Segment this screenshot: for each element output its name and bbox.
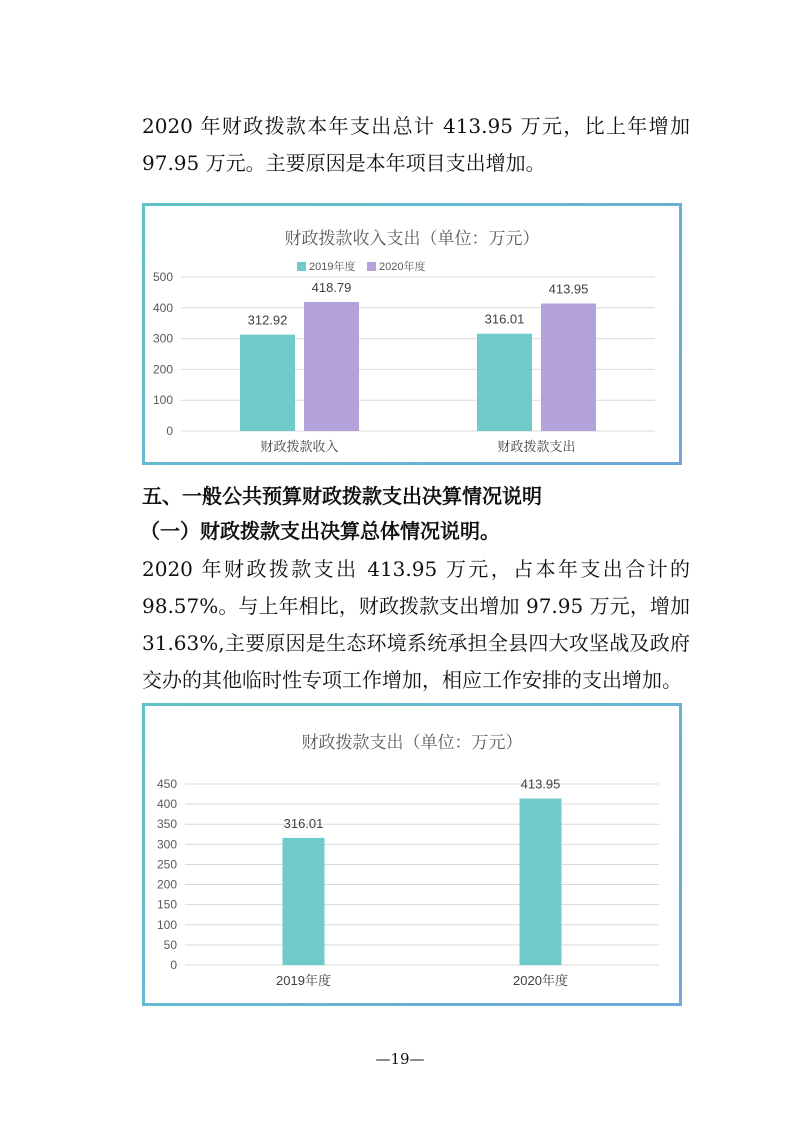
- chart-income-expenditure: [142, 203, 682, 465]
- x-tick-label: 财政拨款支出: [497, 439, 576, 454]
- chart-income-expenditure-svg: [145, 206, 679, 462]
- y-tick-label: 500: [152, 270, 173, 284]
- data-label: 413.95: [520, 776, 561, 792]
- data-label: 418.79: [311, 280, 352, 296]
- legend-swatch: [297, 262, 306, 271]
- subsection-heading: （一）财政拨款支出决算总体情况说明。: [140, 519, 500, 543]
- bar: [240, 335, 295, 431]
- y-tick-label: 450: [156, 777, 177, 791]
- y-tick-label: 150: [156, 897, 177, 912]
- y-tick-label: 0: [170, 958, 177, 972]
- bar: [304, 302, 359, 431]
- page-number: —19—: [375, 1050, 425, 1068]
- x-tick-label: 财政拨款收入: [260, 439, 339, 454]
- data-label: 312.92: [247, 312, 288, 328]
- y-tick-label: 250: [156, 857, 177, 872]
- x-tick-label: 2019年度: [276, 973, 331, 988]
- bar: [541, 304, 596, 431]
- legend-swatch: [367, 262, 376, 271]
- y-tick-label: 300: [156, 837, 177, 852]
- chart-title: 财政拨款收入支出（单位：万元）: [284, 229, 540, 248]
- paragraph-expenditure-total: 2020 年财政拨款本年支出总计 413.95 万元，比上年增加 97.95 万元。主要原因是本年项目支出增加。: [142, 114, 690, 175]
- data-label: 316.01: [484, 311, 525, 327]
- y-tick-label: 100: [156, 917, 177, 932]
- legend-label: 2019年度: [309, 261, 356, 273]
- section-heading: 五、一般公共预算财政拨款支出决算情况说明: [142, 484, 542, 508]
- chart-title: 财政拨款支出（单位：万元）: [301, 733, 523, 752]
- bar: [283, 838, 325, 965]
- data-label: 413.95: [548, 281, 589, 297]
- legend-label: 2020年度: [379, 261, 426, 273]
- bar: [477, 334, 532, 431]
- y-tick-label: 50: [163, 937, 177, 952]
- y-tick-label: 200: [156, 877, 177, 892]
- x-tick-label: 2020年度: [513, 973, 568, 988]
- y-tick-label: 400: [152, 300, 173, 315]
- bar: [520, 799, 562, 965]
- data-label: 316.01: [283, 815, 324, 831]
- y-tick-label: 400: [156, 797, 177, 812]
- y-tick-label: 300: [152, 331, 173, 346]
- y-tick-label: 350: [156, 817, 177, 832]
- y-tick-label: 0: [166, 424, 173, 438]
- y-tick-label: 200: [152, 362, 173, 377]
- chart-expenditure-svg: [145, 706, 679, 1003]
- y-tick-label: 100: [152, 393, 173, 408]
- chart-expenditure: [142, 703, 682, 1006]
- paragraph-expenditure-explanation: 2020 年财政拨款支出 413.95 万元，占本年支出合计的 98.57%。与上年相比，财政拨款支出增加 97.95 万元，增加 31.63%,主要原因是生态环境系统承担全县四大攻坚战及政府交办的其他临时性专项工作增加，相应工作安排的支出增加。: [142, 557, 690, 692]
